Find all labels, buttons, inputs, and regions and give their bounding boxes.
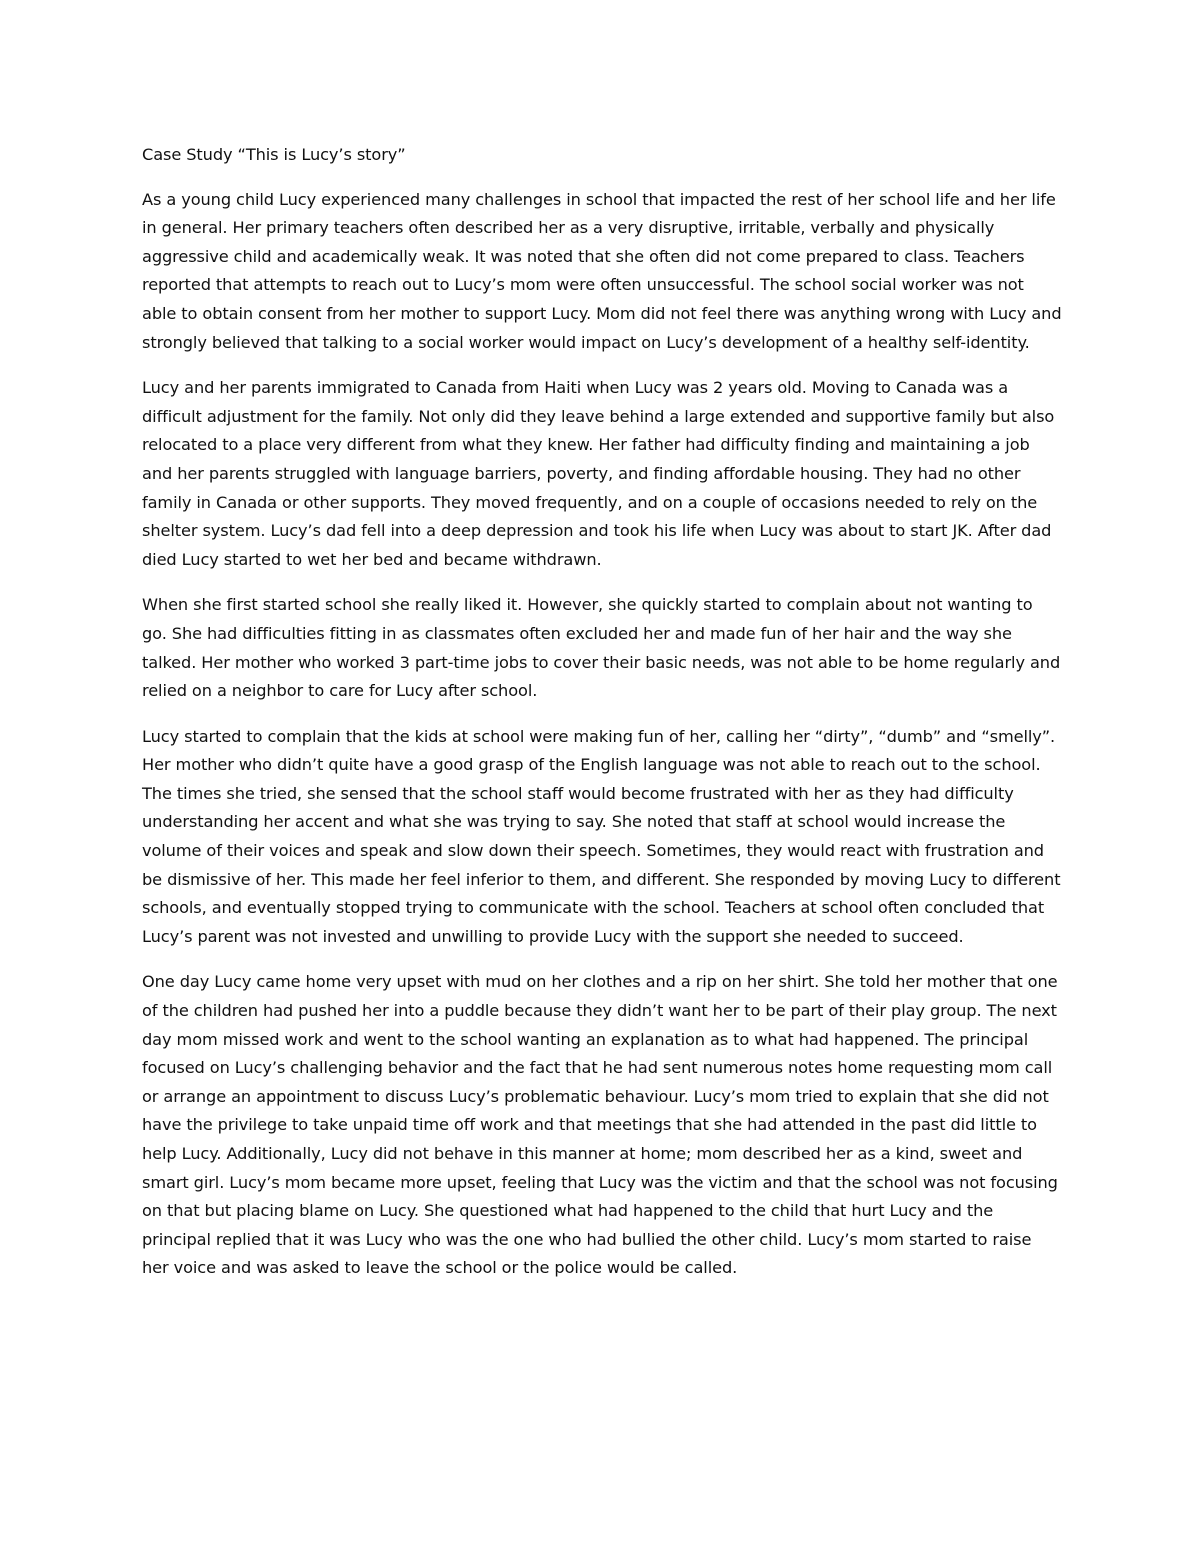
document-title: Case Study “This is Lucy’s story” bbox=[142, 145, 406, 164]
document-body bbox=[142, 141, 1062, 1300]
paragraph-5: One day Lucy came home very upset with mud on her clothes and a rip on her shirt. She told her mother that one of the children had pushed her into a puddle because they didn’t want her to be part of their play group. The next day mom missed work and went to the school wanting an explanation as to what had happened. The principal focused on Lucy’s challenging behavior and the fact that he had sent numerous notes home requesting mom call or arrange an appointment to discuss Lucy’s problematic behaviour. Lucy’s mom tried to explain that she did not have the privilege to take unpaid time off work and that meetings that she had attended in the past did little to help Lucy. Additionally, Lucy did not behave in this manner at home; mom described her as a kind, sweet and smart girl. Lucy’s mom became more upset, feeling that Lucy was the victim and that the school was not focusing on that but placing blame on Lucy. She questioned what had happened to the child that hurt Lucy and the principal replied that it was Lucy who was the one who had bullied the other child. Lucy’s mom started to raise her voice and was asked to leave the school or the police would be called. bbox=[142, 972, 1058, 1278]
paragraph-2: Lucy and her parents immigrated to Canada from Haiti when Lucy was 2 years old. Moving to Canada was a difficult adjustment for the family. Not only did they leave behind a large extended and supportive family but also relocated to a place very different from what they knew. Her father had difficulty finding and maintaining a job and her parents struggled with language barriers, poverty, and finding affordable housing. They had no other family in Canada or other supports. They moved frequently, and on a couple of occasions needed to rely on the shelter system. Lucy’s dad fell into a deep depression and took his life when Lucy was about to start JK. After dad died Lucy started to wet her bed and became withdrawn. bbox=[142, 378, 1055, 569]
paragraph-3: When she first started school she really liked it. However, she quickly started to complain about not wanting to go. She had difficulties fitting in as classmates often excluded her and made fun of her hair and the way she talked. Her mother who worked 3 part-time jobs to cover their basic needs, was not able to be home regularly and relied on a neighbor to care for Lucy after school. bbox=[142, 595, 1061, 701]
paragraph-1: As a young child Lucy experienced many challenges in school that impacted the rest of her school life and her life in general. Her primary teachers often described her as a very disruptive, irritable, verbally and physically aggressive child and academically weak. It was noted that she often did not come prepared to class. Teachers reported that attempts to reach out to Lucy’s mom were often unsuccessful. The school social worker was not able to obtain consent from her mother to support Lucy. Mom did not feel there was anything wrong with Lucy and strongly believed that talking to a social worker would impact on Lucy’s development of a healthy self-identity. bbox=[142, 189, 1062, 352]
paragraph-4: Lucy started to complain that the kids at school were making fun of her, calling her “dirty”, “dumb” and “smelly”. Her mother who didn’t quite have a good grasp of the English language was not able to reach out to the school. The times she tried, she sensed that the school staff would become frustrated with her as they had difficulty understanding her accent and what she was trying to say. She noted that staff at school would increase the volume of their voices and speak and slow down their speech. Sometimes, they would react with frustration and be dismissive of her. This made her feel inferior to them, and different. She responded by moving Lucy to different schools, and eventually stopped trying to communicate with the school. Teachers at school often concluded that Lucy’s parent was not invested and unwilling to provide Lucy with the support she needed to succeed. bbox=[142, 726, 1061, 946]
